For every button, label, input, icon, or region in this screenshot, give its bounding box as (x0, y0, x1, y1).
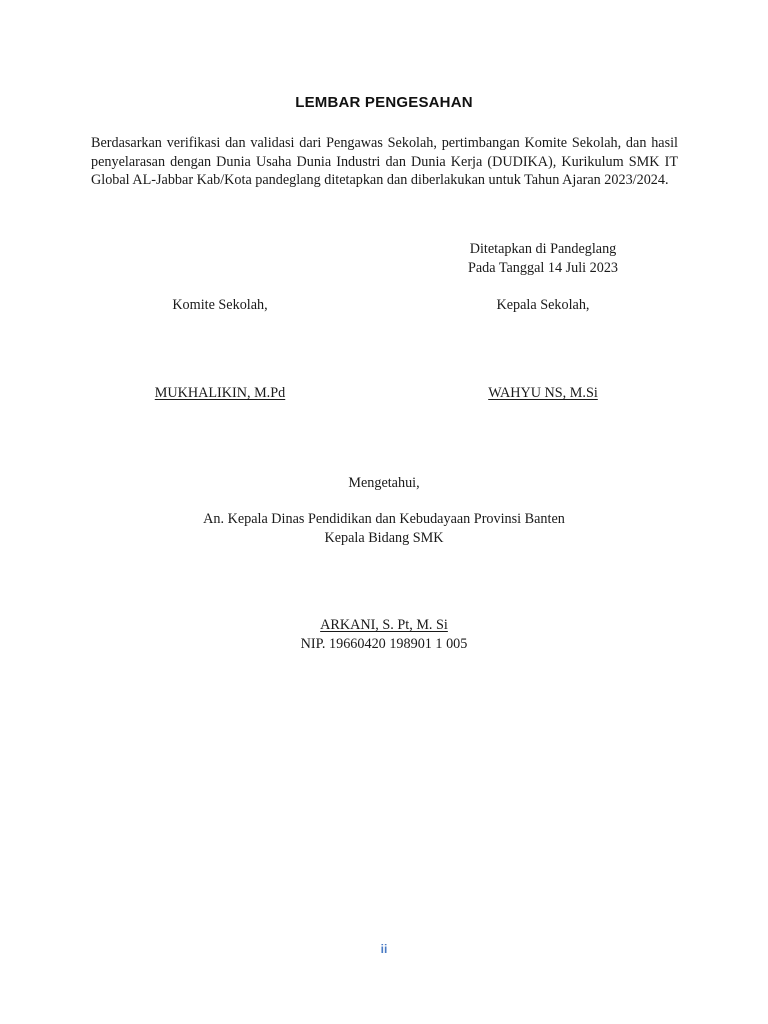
official-signatory-name (0, 616, 768, 635)
committee-name-text: MUKHALIKIN, M.Pd (154, 385, 286, 401)
principal-role: Kepala Sekolah, (496, 297, 590, 313)
approval-paragraph: Berdasarkan verifikasi dan validasi dari Pengawas Sekolah, pertimbangan Komite Sekolah, dan hasil penyelarasan dengan Dunia Usaha Dunia Industri dan Dunia Kerja (DUDIKA), Kurikulum SMK IT Global AL-Jabbar Kab/Kota pandeglang ditetapkan dan diberlakukan untuk Tahun Ajaran 2023/2024. (91, 135, 678, 188)
principal-signatory-name (420, 384, 666, 403)
place-date-block (418, 240, 668, 277)
official-title-line2: Kepala Bidang SMK (324, 529, 444, 546)
official-title-line1: An. Kepala Dinas Pendidikan dan Kebudayaan Provinsi Banten (203, 511, 565, 527)
page-number: ii (380, 942, 388, 956)
place-text: Ditetapkan di Pandeglang (469, 241, 617, 257)
document-title: LEMBAR PENGESAHAN (295, 94, 473, 111)
committee-signatory-name (110, 384, 330, 403)
principal-name-text: WAHYU NS, M.Si (488, 385, 598, 401)
official-name-text: ARKANI, S. Pt, M. Si (320, 617, 448, 633)
acknowledged-label: Mengetahui, (348, 475, 420, 491)
official-signatory-block (0, 616, 768, 653)
committee-role: Komite Sekolah, (172, 297, 268, 313)
official-nip: NIP. 19660420 198901 1 005 (300, 635, 468, 652)
official-title-block (0, 510, 768, 547)
date-text: Pada Tanggal 14 Juli 2023 (467, 259, 619, 276)
